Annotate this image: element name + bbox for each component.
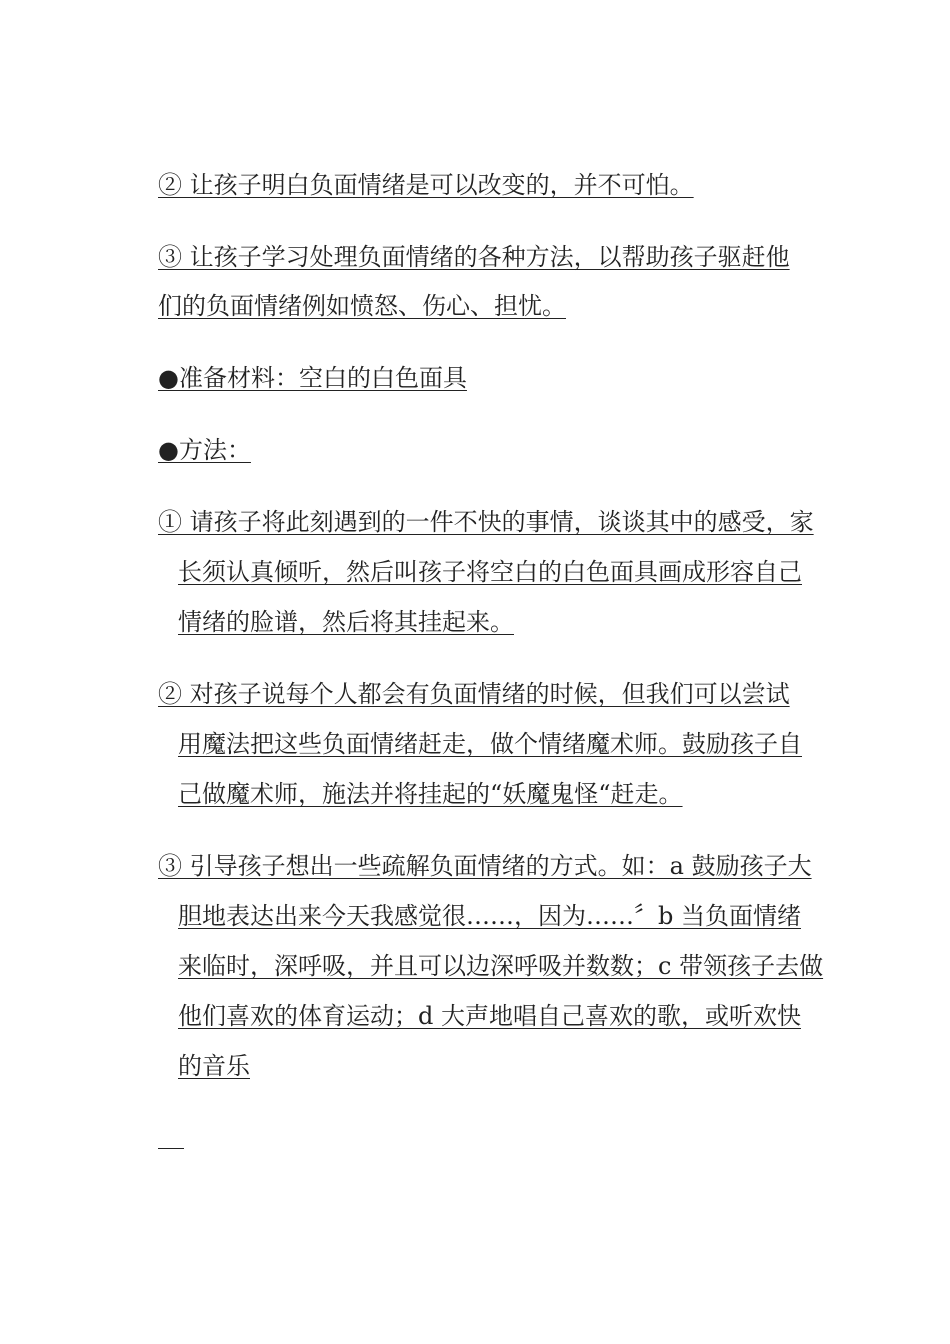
paragraph-line: 己做魔术师，施法并将挂起的“妖魔鬼怪“赶走。 [178, 780, 683, 808]
paragraph-line: 长须认真倾听，然后叫孩子将空白的白色面具画成形容自己 [178, 558, 802, 586]
paragraph-line: 们的负面情绪例如愤怒、伤心、担忧。 [158, 292, 566, 320]
paragraph-line: 的音乐 [178, 1052, 250, 1080]
paragraph-line: ① 请孩子将此刻遇到的一件不快的事情，谈谈其中的感受，家 [158, 508, 814, 536]
paragraph-line: 用魔法把这些负面情绪赶走，做个情绪魔术师。鼓励孩子自 [178, 730, 802, 758]
paragraph-line: 胆地表达出来今天我感觉很……，因为……〞b 当负面情绪 [178, 902, 801, 930]
paragraph-line: 来临时，深呼吸，并且可以边深呼吸并数数；c 带领孩子去做 [178, 952, 824, 980]
paragraph-line: ② 让孩子明白负面情绪是可以改变的，并不可怕。 [158, 171, 694, 199]
paragraph-line: ② 对孩子说每个人都会有负面情绪的时候，但我们可以尝试 [158, 680, 790, 708]
materials-heading: ●准备材料：空白的白色面具 [158, 364, 467, 392]
paragraph-line: 情绪的脸谱，然后将其挂起来。 [178, 608, 514, 636]
paragraph-line: ③ 引导孩子想出一些疏解负面情绪的方式。如：a 鼓励孩子大 [158, 852, 812, 880]
paragraph-line: 他们喜欢的体育运动；d 大声地唱自己喜欢的歌，或听欢快 [178, 1002, 801, 1030]
method-heading: ●方法： [158, 436, 251, 464]
trailing-rule [158, 1148, 184, 1149]
paragraph-line: ③ 让孩子学习处理负面情绪的各种方法，以帮助孩子驱赶他 [158, 243, 790, 271]
